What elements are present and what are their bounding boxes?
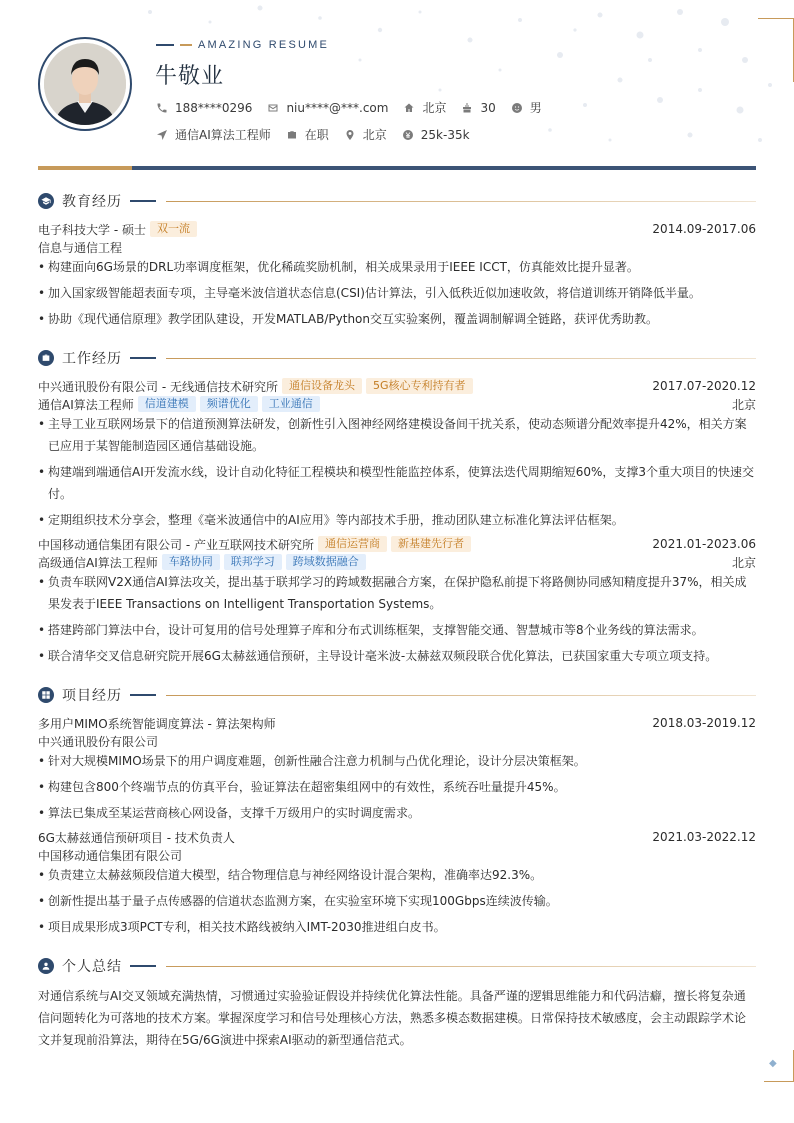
- corner-ornament-top: [758, 18, 794, 82]
- list-item: • 针对大规模MIMO场景下的用户调度难题，创新性融合注意力机制与凸优化理论，设计分层决策框架。: [38, 754, 586, 768]
- job-date: 2017.07-2020.12: [652, 379, 756, 393]
- project-date: 2021.03-2022.12: [652, 830, 756, 844]
- education-section-header: [38, 190, 756, 212]
- email-item: [266, 101, 388, 115]
- education-bullets: [38, 256, 756, 334]
- project-org: 中兴通讯股份有限公司: [38, 734, 159, 749]
- list-item: • 定期组织技术分享会，整理《毫米波通信中的AI应用》等内部技术手册，推动团队建立标准化算法评估框架。: [38, 513, 624, 527]
- projects-section-header: [38, 684, 756, 706]
- avatar-photo: [44, 43, 126, 125]
- graduation-cap-icon: [38, 193, 54, 209]
- job-role-row: [38, 395, 756, 413]
- grid-icon: [38, 687, 54, 703]
- project-header: [38, 828, 756, 846]
- job-date: 2021.01-2023.06: [652, 537, 756, 551]
- job-city: 北京: [731, 555, 756, 570]
- gender-item: [510, 99, 542, 116]
- diamond-icon: ◆: [769, 1058, 777, 1069]
- project-org-row: [38, 732, 756, 750]
- job-header: [38, 535, 756, 553]
- skill-tag: 频谱优化: [200, 396, 258, 412]
- list-item: • 负责车联网V2X通信AI算法攻关，提出基于联邦学习的跨域数据融合方案，在保护隐私前提下将路侧协同感知精度提升37%，相关成果发表于IEEE Transactions on Intelligent Transportation Systems。: [38, 575, 747, 611]
- home-icon: [402, 101, 416, 115]
- job-intent-row: [155, 126, 484, 143]
- job-city: 北京: [731, 397, 756, 412]
- list-item: • 创新性提出基于量子点传感器的信道状态监测方案，在实验室环境下实现100Gbps连续波传输。: [38, 894, 558, 908]
- send-icon: [155, 128, 169, 142]
- briefcase-section-icon: [38, 350, 54, 366]
- skill-tag: 联邦学习: [224, 554, 282, 570]
- status-item: [285, 126, 329, 143]
- phone-text: 188****0296: [175, 100, 253, 115]
- job-bullets: [38, 413, 756, 535]
- section-title: 工作经历: [62, 351, 122, 367]
- company-name: 中兴通讯股份有限公司 - 无线通信技术研究所: [38, 379, 278, 394]
- contact-row: [155, 99, 556, 116]
- phone-item: [155, 101, 252, 115]
- residence-text: 北京: [422, 101, 447, 115]
- money-icon: [401, 128, 415, 142]
- education-major-row: [38, 238, 756, 256]
- major-name: 信息与通信工程: [38, 240, 123, 255]
- avatar: [38, 37, 132, 131]
- cake-icon: [460, 101, 474, 115]
- project-name: 多用户MIMO系统智能调度算法 - 算法架构师: [38, 716, 276, 731]
- skill-tag: 跨域数据融合: [286, 554, 366, 570]
- list-item: • 项目成果形成3项PCT专利，相关技术路线被纳入IMT-2030推进组白皮书。: [38, 920, 446, 934]
- phone-icon: [155, 101, 169, 115]
- school-name: 电子科技大学 - 硕士: [38, 222, 146, 237]
- list-item: • 联合清华交叉信息研究院开展6G太赫兹通信预研，主导设计毫米波-太赫兹双频段联合优化算法，已获国家重大专项立项支持。: [38, 649, 718, 663]
- project-bullets: [38, 750, 756, 828]
- corner-ornament-bottom: [764, 1050, 794, 1082]
- skill-tag: 工业通信: [262, 396, 320, 412]
- section-title: 教育经历: [62, 194, 122, 210]
- summary-section-header: [38, 955, 756, 977]
- location-icon: [343, 128, 357, 142]
- resume-tagline: [156, 39, 329, 51]
- list-item: • 构建包含800个终端节点的仿真平台，验证算法在超密集组网中的有效性，系统吞吐量提升45%。: [38, 780, 566, 794]
- header-divider: [38, 166, 756, 170]
- list-item: • 搭建跨部门算法中台，设计可复用的信号处理算子库和分布式训练框架，支撑智能交通、智慧城市等8个业务线的算法需求。: [38, 623, 704, 637]
- mail-icon: [266, 101, 280, 115]
- residence-item: [402, 99, 446, 116]
- job-role: 通信AI算法工程师: [38, 397, 134, 412]
- briefcase-icon: [285, 128, 299, 142]
- skill-tag: 车路协同: [162, 554, 220, 570]
- job-header: [38, 377, 756, 395]
- list-item: • 构建面向6G场景的DRL功率调度框架，优化稀疏奖励机制，相关成果录用于IEEE ICCT，仿真能效比提升显著。: [38, 260, 639, 274]
- project-org: 中国移动通信集团有限公司: [38, 848, 183, 863]
- company-tag: 5G核心专利持有者: [366, 378, 473, 394]
- company-tag: 通信设备龙头: [282, 378, 362, 394]
- person-icon: [510, 101, 524, 115]
- age-item: [460, 101, 495, 115]
- section-title: 项目经历: [62, 688, 122, 704]
- job-role: 高级通信AI算法工程师: [38, 555, 158, 570]
- project-name: 6G太赫兹通信预研项目 - 技术负责人: [38, 830, 235, 845]
- city-text: 北京: [362, 128, 387, 142]
- section-title: 个人总结: [62, 959, 122, 975]
- school-tag: 双一流: [150, 221, 197, 237]
- user-icon: [38, 958, 54, 974]
- company-tag: 新基建先行者: [391, 536, 471, 552]
- project-org-row: [38, 846, 756, 864]
- list-item: • 协助《现代通信原理》教学团队建设，开发MATLAB/Python交互实验案例，覆盖调制解调全链路，获评优秀助教。: [38, 312, 659, 326]
- project-header: [38, 714, 756, 732]
- tagline-bar-accent: [180, 44, 192, 46]
- project-bullets: [38, 864, 756, 942]
- position-text: 通信AI算法工程师: [175, 128, 271, 142]
- email-text: niu****@***.com: [286, 100, 389, 115]
- tagline-text: AMAZING RESUME: [198, 39, 330, 51]
- project-date: 2018.03-2019.12: [652, 716, 756, 730]
- education-entry-header: [38, 220, 756, 238]
- salary-item: [401, 128, 470, 142]
- list-item: • 构建端到端通信AI开发流水线，设计自动化特征工程模块和模型性能监控体系，使算法迭代周期缩短60%，支撑3个重大项目的快速交付。: [38, 465, 755, 501]
- skill-tag: 信道建模: [138, 396, 196, 412]
- candidate-name: 牛敬业: [155, 64, 225, 89]
- company-tag: 通信运营商: [318, 536, 387, 552]
- summary-text: 对通信系统与AI交叉领域充满热情，习惯通过实验验证假设并持续优化算法性能。具备严谨的逻辑思维能力和代码洁癖，擅长将复杂通信问题转化为可落地的技术方案。掌握深度学习和信号处理核心方法，熟悉多模态数据建模。日常保持技术敏感度，会主动跟踪学术论文并复现前沿算法，期待在5G/6G演进中探索AI驱动的新型通信范式。: [38, 989, 747, 1047]
- city-item: [343, 126, 387, 143]
- age-text: 30: [480, 100, 496, 115]
- list-item: • 算法已集成至某运营商核心网设备，支撑千万级用户的实时调度需求。: [38, 806, 421, 820]
- company-name: 中国移动通信集团有限公司 - 产业互联网技术研究所: [38, 537, 314, 552]
- work-section-header: [38, 347, 756, 369]
- job-bullets: [38, 571, 756, 671]
- tagline-bar: [156, 44, 174, 46]
- position-item: [155, 126, 271, 143]
- list-item: • 主导工业互联网场景下的信道预测算法研发，创新性引入图神经网络建模设备间干扰关系，使动态频谱分配效率提升42%，相关方案已应用于某智能制造园区通信基础设施。: [38, 417, 747, 453]
- education-date: 2014.09-2017.06: [652, 222, 756, 236]
- status-text: 在职: [304, 128, 329, 142]
- job-role-row: [38, 553, 756, 571]
- list-item: • 负责建立太赫兹频段信道大模型，结合物理信息与神经网络设计混合架构，准确率达92.3%。: [38, 868, 543, 882]
- salary-text: 25k-35k: [420, 127, 470, 142]
- gender-text: 男: [529, 101, 542, 115]
- list-item: • 加入国家级智能超表面专项，主导毫米波信道状态信息(CSI)估计算法，引入低秩近似加速收敛，将信道训练开销降低半量。: [38, 286, 701, 300]
